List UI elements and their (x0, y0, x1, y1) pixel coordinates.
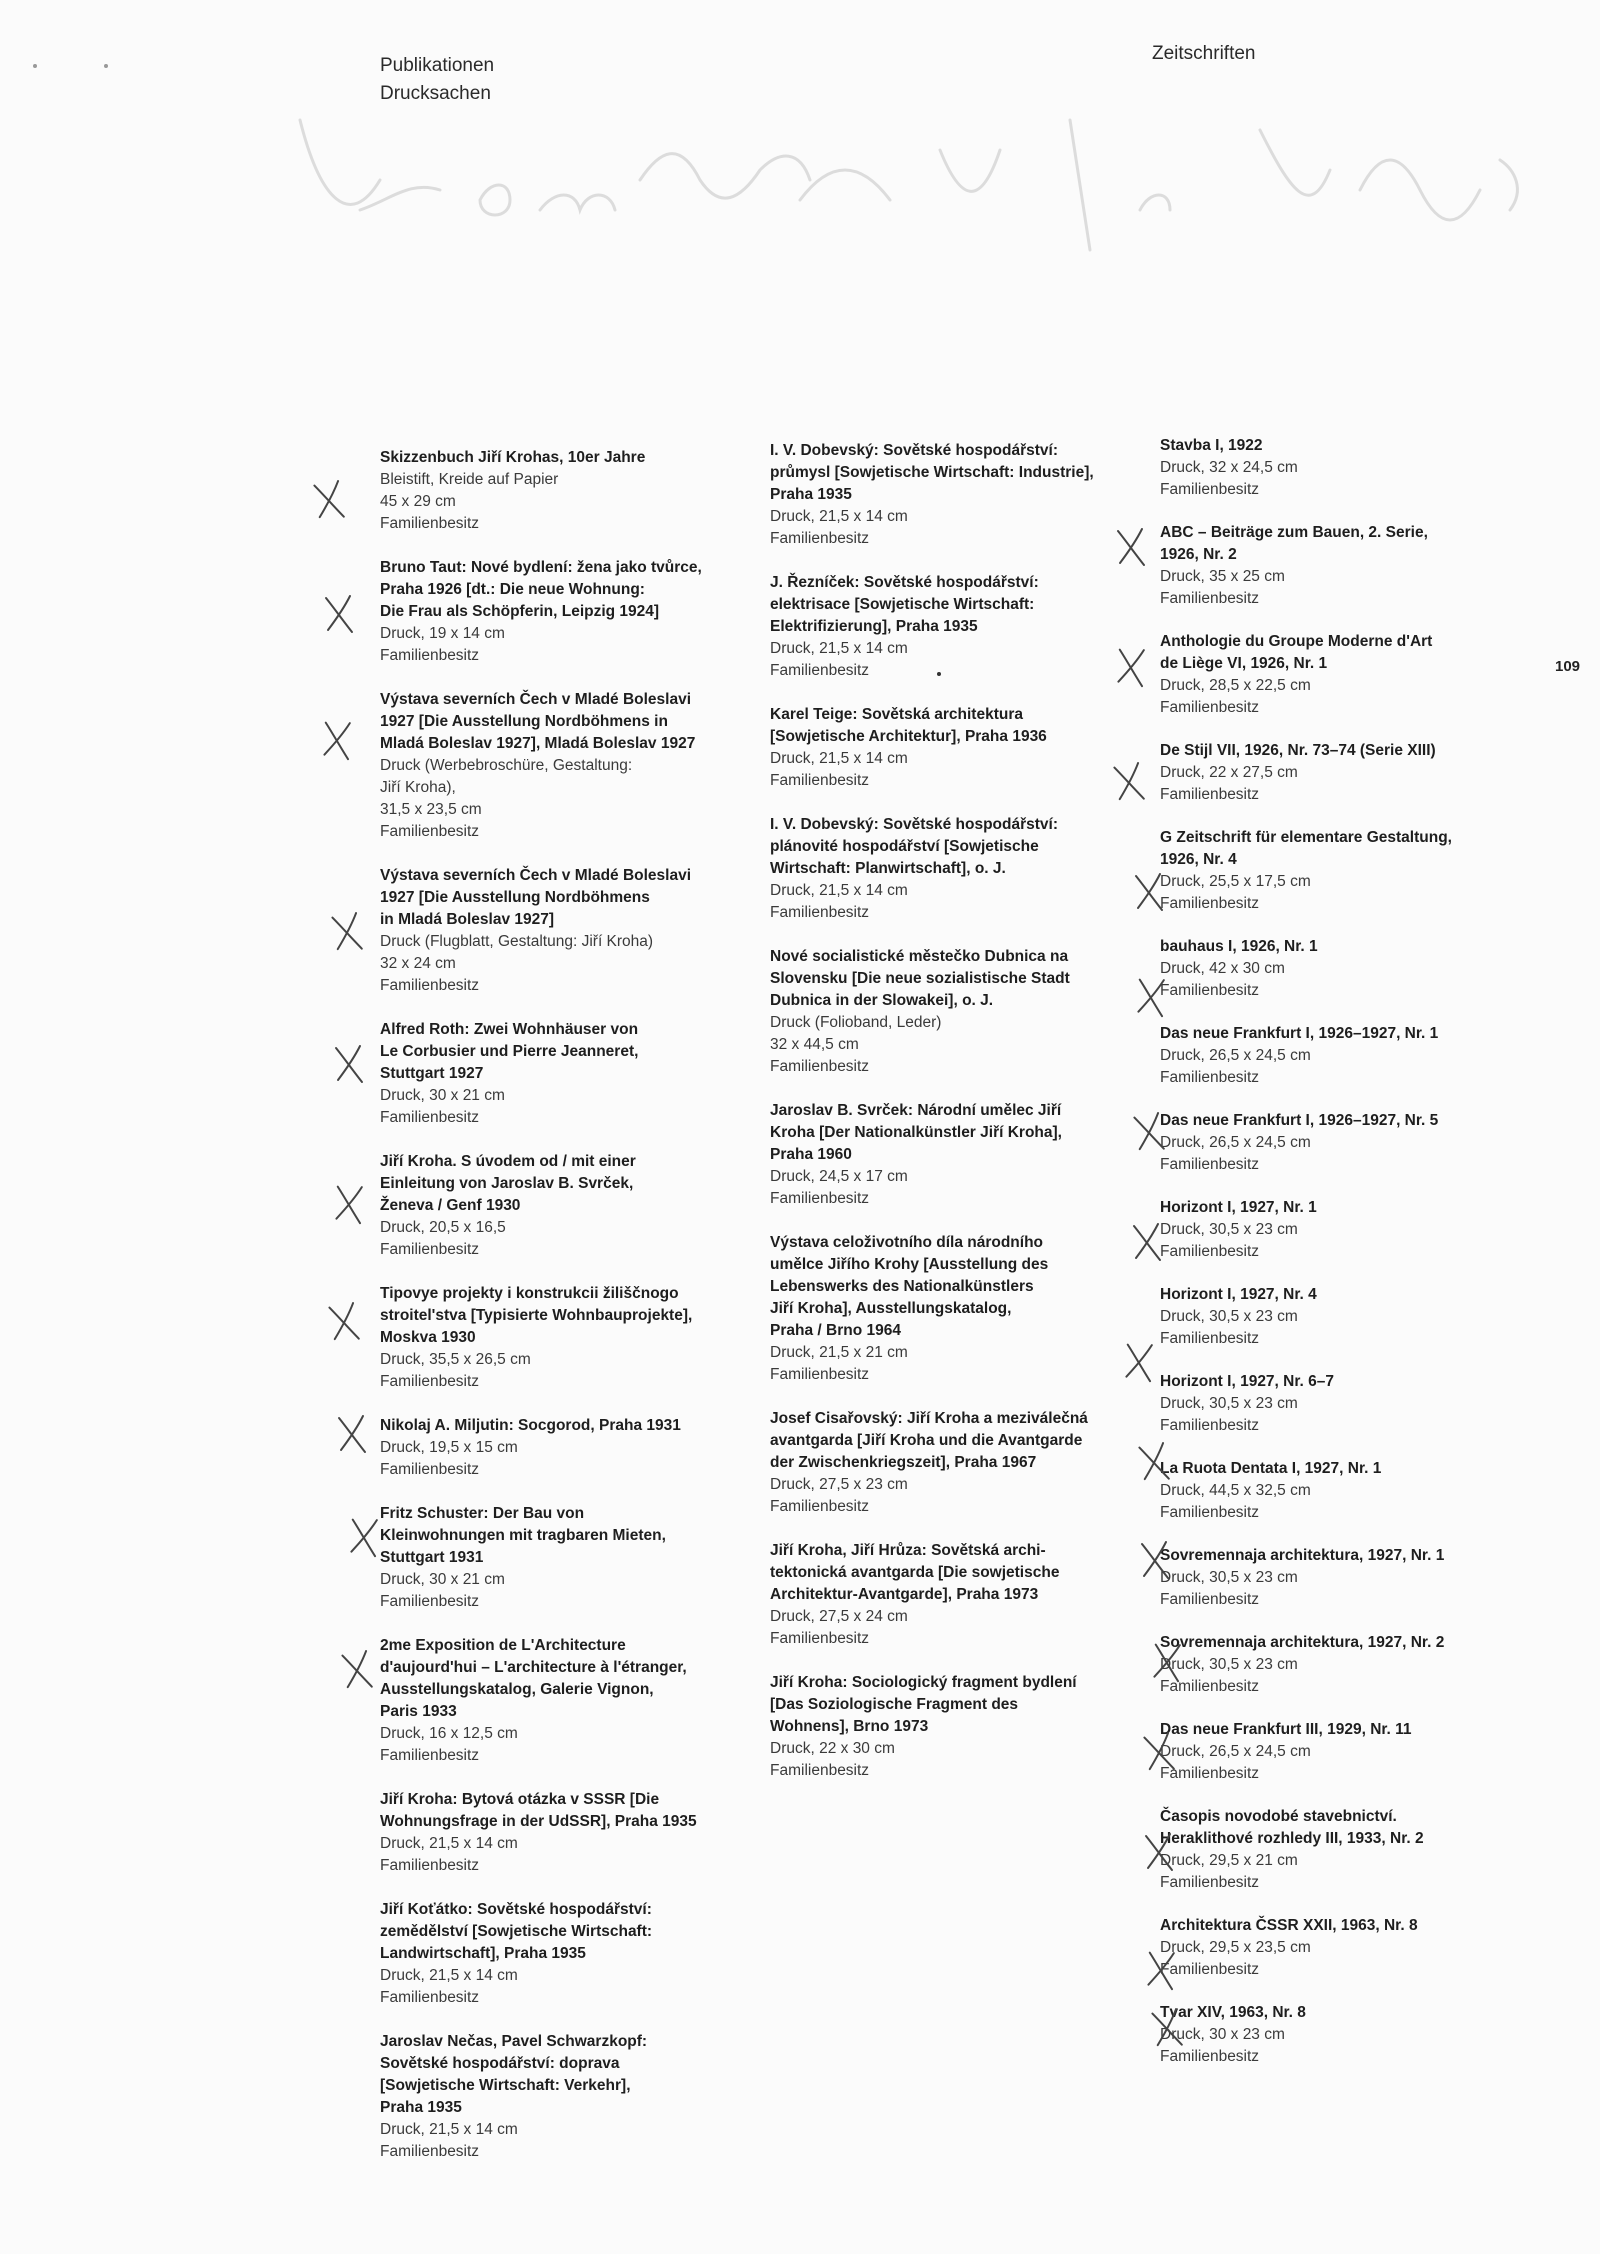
entry-title: Jiří Kroha: Bytová otázka v SSSR [Die Wohnungsfrage in der UdSSR], Praha 1935 (380, 1791, 697, 1830)
catalog-entry (380, 1283, 740, 1393)
catalog-entry (770, 1100, 1130, 1210)
pencil-check-mark-icon (1140, 1830, 1180, 1874)
catalog-entry (380, 557, 740, 667)
entry-title: J. Řezníček: Sovětské hospodářství: elektrisace [Sowjetische Wirtschaft: Elektrifizierung], Praha 1935 (770, 574, 1039, 635)
entry-title: Tvar XIV, 1963, Nr. 8 (1160, 2004, 1306, 2021)
entry-details: Druck, 26,5 x 24,5 cm Familienbesitz (1160, 1134, 1311, 1173)
catalog-entry (380, 1899, 740, 2009)
entry-title: Jiří Kroha, Jiří Hrůza: Sovětská archi- tektonická avantgarda [Die sowjetische Architektur-Avantgarde], Praha 1973 (770, 1542, 1060, 1603)
catalog-entry (770, 1408, 1130, 1518)
entry-title: Nikolaj A. Miljutin: Socgorod, Praha 1931 (380, 1417, 681, 1434)
catalog-entry (770, 704, 1130, 792)
catalog-entry (1160, 1371, 1520, 1437)
entry-details: Druck, 25,5 x 17,5 cm Familienbesitz (1160, 873, 1311, 912)
entry-details: Druck (Werbebroschüre, Gestaltung: Jiří Kroha), 31,5 x 23,5 cm Familienbesitz (380, 757, 633, 840)
entry-title: Jiří Kroha. S úvodem od / mit einer Einleitung von Jaroslav B. Svrček, Ženeva / Genf 1930 (380, 1153, 636, 1214)
entry-details: Druck (Folioband, Leder) 32 x 44,5 cm Familienbesitz (770, 1014, 942, 1075)
catalog-entry (1160, 435, 1520, 501)
catalog-entry (770, 1540, 1130, 1650)
entry-title: Anthologie du Groupe Moderne d'Art de Liège VI, 1926, Nr. 1 (1160, 633, 1433, 672)
entry-details: Druck, 27,5 x 23 cm Familienbesitz (770, 1476, 908, 1515)
catalog-entry (1160, 522, 1520, 610)
entry-details: Druck, 21,5 x 14 cm Familienbesitz (770, 882, 908, 921)
pencil-check-mark-icon (1135, 1440, 1175, 1484)
column-zeitschriften (1160, 435, 1520, 2068)
catalog-entry (380, 1503, 740, 1613)
catalog-entry (380, 865, 740, 997)
entry-details: Druck, 21,5 x 21 cm Familienbesitz (770, 1344, 908, 1383)
entry-details: Druck, 21,5 x 14 cm Familienbesitz (770, 750, 908, 789)
catalog-entry (1160, 1632, 1520, 1698)
catalog-entry (380, 1019, 740, 1129)
catalog-entry (770, 440, 1130, 550)
entry-title: Sovremennaja architektura, 1927, Nr. 1 (1160, 1547, 1445, 1564)
catalog-entry (380, 1789, 740, 1877)
entry-title: I. V. Dobevský: Sovětské hospodářství: plánovité hospodářství [Sowjetische Wirtschaft: Planwirtschaft], o. J. (770, 816, 1059, 877)
entry-details: Druck, 35,5 x 26,5 cm Familienbesitz (380, 1351, 531, 1390)
entry-details: Druck, 22 x 30 cm Familienbesitz (770, 1740, 895, 1779)
entry-title: De Stijl VII, 1926, Nr. 73–74 (Serie XIII) (1160, 742, 1436, 759)
column-drucksachen-continued (770, 440, 1130, 1782)
column-drucksachen (380, 447, 740, 2163)
entry-details: Druck, 30,5 x 23 cm Familienbesitz (1160, 1656, 1298, 1695)
catalog-entry (1160, 936, 1520, 1002)
catalog-entry (1160, 740, 1520, 806)
section-heading-left (380, 52, 494, 108)
catalog-entry (380, 689, 740, 843)
entry-details: Druck, 30 x 21 cm Familienbesitz (380, 1571, 505, 1610)
pencil-check-mark-icon (330, 1042, 370, 1086)
entry-details: Druck, 21,5 x 14 cm Familienbesitz (770, 640, 908, 679)
entry-title: Bruno Taut: Nové bydlení: žena jako tvůrce, Praha 1926 [dt.: Die neue Wohnung: Die Frau als Schöpferin, Leipzig 1924] (380, 559, 702, 620)
pencil-check-mark-icon (1136, 1538, 1176, 1582)
pencil-check-mark-icon (310, 478, 350, 522)
entry-details: Druck (Flugblatt, Gestaltung: Jiří Kroha) 32 x 24 cm Familienbesitz (380, 933, 654, 994)
pencil-check-mark-icon (1130, 1110, 1170, 1154)
catalog-entry (1160, 1545, 1520, 1611)
heading-zeitschriften: Zeitschriften (1152, 43, 1256, 64)
pencil-check-mark-icon (345, 1515, 385, 1559)
entry-title: Karel Teige: Sovětská architektura [Sowjetische Architektur], Praha 1936 (770, 706, 1047, 745)
catalog-entry (1160, 2002, 1520, 2068)
catalog-entry (1160, 1284, 1520, 1350)
catalog-entry (770, 946, 1130, 1078)
catalog-entry (380, 1635, 740, 1767)
pencil-check-mark-icon (1110, 760, 1150, 804)
pencil-check-mark-icon (330, 1182, 370, 1226)
entry-title: Jiří Kroha: Sociologický fragment bydlení [Das Soziologische Fragment des Wohnens], Brno 1973 (770, 1674, 1077, 1735)
entry-details: Druck, 20,5 x 16,5 Familienbesitz (380, 1219, 506, 1258)
catalog-entry (380, 2031, 740, 2163)
pencil-check-mark-icon (320, 592, 360, 636)
pencil-check-mark-icon (1148, 2006, 1188, 2050)
entry-title: G Zeitschrift für elementare Gestaltung, 1926, Nr. 4 (1160, 829, 1452, 868)
catalog-entry (1160, 827, 1520, 915)
pencil-check-mark-icon (1112, 645, 1152, 689)
entry-title: Das neue Frankfurt I, 1926–1927, Nr. 1 (1160, 1025, 1439, 1042)
entry-title: Das neue Frankfurt III, 1929, Nr. 11 (1160, 1721, 1412, 1738)
scan-speck (33, 64, 37, 68)
entry-details: Druck, 32 x 24,5 cm Familienbesitz (1160, 459, 1298, 498)
catalog-entry (380, 1415, 740, 1481)
entry-details: Druck, 19,5 x 15 cm Familienbesitz (380, 1439, 518, 1478)
entry-title: 2me Exposition de L'Architecture d'aujourd'hui – L'architecture à l'étranger, Ausstellungskatalog, Galerie Vignon, Paris 1933 (380, 1637, 687, 1720)
entry-details: Bleistift, Kreide auf Papier 45 x 29 cm Familienbesitz (380, 471, 559, 532)
entry-details: Druck, 21,5 x 14 cm Familienbesitz (770, 508, 908, 547)
entry-title: Horizont I, 1927, Nr. 4 (1160, 1286, 1317, 1303)
pencil-check-mark-icon (338, 1648, 378, 1692)
catalog-entry (380, 447, 740, 535)
heading-drucksachen: Drucksachen (380, 83, 491, 104)
catalog-entry (1160, 1915, 1520, 1981)
entry-details: Druck, 30,5 x 23 cm Familienbesitz (1160, 1308, 1298, 1347)
catalog-entry (1160, 1197, 1520, 1263)
pencil-check-mark-icon (1128, 1220, 1168, 1264)
catalog-entry (1160, 1719, 1520, 1785)
entry-title: Das neue Frankfurt I, 1926–1927, Nr. 5 (1160, 1112, 1439, 1129)
entry-title: Sovremennaja architektura, 1927, Nr. 2 (1160, 1634, 1445, 1651)
catalog-entry (1160, 1458, 1520, 1524)
entry-title: Výstava celoživotního díla národního umělce Jiřího Krohy [Ausstellung des Lebenswerks des Nationalkünstlers Jiří Kroha], Ausstellungskatalog, Praha / Brno 1964 (770, 1234, 1049, 1339)
pencil-check-mark-icon (318, 718, 358, 762)
entry-title: La Ruota Dentata I, 1927, Nr. 1 (1160, 1460, 1382, 1477)
entry-details: Druck, 26,5 x 24,5 cm Familienbesitz (1160, 1743, 1311, 1782)
entry-title: Fritz Schuster: Der Bau von Kleinwohnungen mit tragbaren Mieten, Stuttgart 1931 (380, 1505, 666, 1566)
catalog-entry (380, 1151, 740, 1261)
section-heading-right (1152, 40, 1255, 68)
entry-details: Druck, 28,5 x 22,5 cm Familienbesitz (1160, 677, 1311, 716)
pencil-check-mark-icon (1140, 1730, 1180, 1774)
catalog-entry (770, 572, 1130, 682)
entry-details: Druck, 24,5 x 17 cm Familienbesitz (770, 1168, 908, 1207)
entry-details: Druck, 30,5 x 23 cm Familienbesitz (1160, 1221, 1298, 1260)
pencil-check-mark-icon (1148, 1640, 1188, 1684)
catalog-entry (770, 1232, 1130, 1386)
entry-details: Druck, 30,5 x 23 cm Familienbesitz (1160, 1395, 1298, 1434)
entry-title: Skizzenbuch Jiří Krohas, 10er Jahre (380, 449, 646, 466)
entry-details: Druck, 42 x 30 cm Familienbesitz (1160, 960, 1285, 999)
entry-details: Druck, 44,5 x 32,5 cm Familienbesitz (1160, 1482, 1311, 1521)
entry-title: Výstava severních Čech v Mladé Boleslavi 1927 [Die Ausstellung Nordböhmens in Mladá Boleslav 1927] (380, 867, 692, 928)
entry-details: Druck, 26,5 x 24,5 cm Familienbesitz (1160, 1047, 1311, 1086)
pencil-check-mark-icon (325, 1300, 365, 1344)
pencil-check-mark-icon (1132, 975, 1172, 1019)
entry-details: Druck, 22 x 27,5 cm Familienbesitz (1160, 764, 1298, 803)
heading-publikationen: Publikationen (380, 55, 495, 76)
entry-title: Horizont I, 1927, Nr. 1 (1160, 1199, 1317, 1216)
entry-title: bauhaus I, 1926, Nr. 1 (1160, 938, 1318, 955)
catalog-entry (1160, 1023, 1520, 1089)
pencil-check-mark-icon (1120, 1340, 1160, 1384)
entry-title: Josef Cisařovský: Jiří Kroha a meziválečná avantgarda [Jiří Kroha und die Avantgarde der Zwischenkriegszeit], Praha 1967 (770, 1410, 1088, 1471)
scan-speck (104, 64, 108, 68)
entry-details: Druck, 21,5 x 14 cm Familienbesitz (380, 1835, 518, 1874)
entry-details: Druck, 21,5 x 14 cm Familienbesitz (380, 2121, 518, 2160)
entry-details: Druck, 30,5 x 23 cm Familienbesitz (1160, 1569, 1298, 1608)
entry-title: I. V. Dobevský: Sovětské hospodářství: průmysl [Sowjetische Wirtschaft: Industrie], Praha 1935 (770, 442, 1094, 503)
entry-title: Alfred Roth: Zwei Wohnhäuser von Le Corbusier und Pierre Jeanneret, Stuttgart 1927 (380, 1021, 639, 1082)
catalog-entry (770, 814, 1130, 924)
catalog-entry (770, 1672, 1130, 1782)
entry-details: Druck, 30 x 21 cm Familienbesitz (380, 1087, 505, 1126)
catalog-entry (1160, 631, 1520, 719)
pencil-check-mark-icon (1130, 870, 1170, 914)
pencil-check-mark-icon (328, 910, 368, 954)
entry-title: Nové socialistické městečko Dubnica na Slovensku [Die neue sozialistische Stadt Dubnica in der Slowakei], o. J. (770, 948, 1070, 1009)
entry-title: Architektura ČSSR XXII, 1963, Nr. 8 (1160, 1917, 1418, 1934)
page-number: 109 (1555, 658, 1581, 675)
entry-details: Druck, 30 x 23 cm Familienbesitz (1160, 2026, 1285, 2065)
pencil-check-mark-icon (1112, 525, 1152, 569)
catalog-entry (1160, 1110, 1520, 1176)
entry-title: Jaroslav Nečas, Pavel Schwarzkopf: Sovětské hospodářství: doprava [Sowjetische Wirtschaft: Verkehr], Praha 1935 (380, 2033, 648, 2116)
catalog-entry (1160, 1806, 1520, 1894)
entry-title: Jaroslav B. Svrček: Národní umělec Jiří Kroha [Der Nationalkünstler Jiří Kroha], Praha 1960 (770, 1102, 1062, 1163)
entry-details: Druck, 27,5 x 24 cm Familienbesitz (770, 1608, 908, 1647)
entry-title: Časopis novodobé stavebnictví. Heraklithové rozhledy III, 1933, Nr. 2 (1160, 1808, 1424, 1847)
entry-details: Druck, 29,5 x 23,5 cm Familienbesitz (1160, 1939, 1311, 1978)
pencil-check-mark-icon (333, 1412, 373, 1456)
entry-details: Druck, 16 x 12,5 cm Familienbesitz (380, 1725, 518, 1764)
entry-details: Druck, 19 x 14 cm Familienbesitz (380, 625, 505, 664)
entry-title: Výstava severních Čech v Mladé Boleslavi 1927 [Die Ausstellung Nordböhmens in Mladá Boleslav 1927], Mladá Boleslav 1927 (380, 691, 696, 752)
entry-title: Jiří Koťátko: Sovětské hospodářství: zemědělství [Sowjetische Wirtschaft: Landwirtschaft], Praha 1935 (380, 1901, 653, 1962)
entry-title: Stavba I, 1922 (1160, 437, 1263, 454)
entry-title: Tipovye projekty i konstrukcii žiliščnogo stroitel'stva [Typisierte Wohnbauprojekte], Moskva 1930 (380, 1285, 693, 1346)
pencil-check-mark-icon (1142, 1948, 1182, 1992)
entry-details: Druck, 29,5 x 21 cm Familienbesitz (1160, 1852, 1298, 1891)
entry-details: Druck, 35 x 25 cm Familienbesitz (1160, 568, 1285, 607)
entry-title: ABC – Beiträge zum Bauen, 2. Serie, 1926, Nr. 2 (1160, 524, 1428, 563)
entry-details: Druck, 21,5 x 14 cm Familienbesitz (380, 1967, 518, 2006)
entry-title: Horizont I, 1927, Nr. 6–7 (1160, 1373, 1335, 1390)
